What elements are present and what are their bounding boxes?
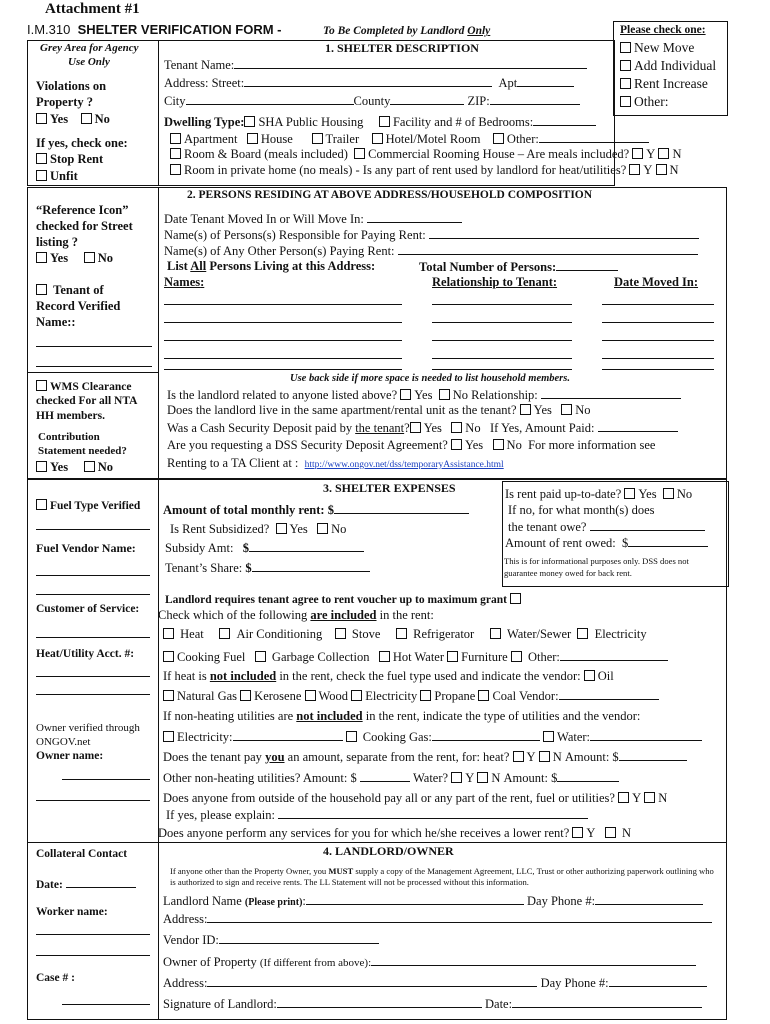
property-label: Property ? [36, 95, 94, 109]
form-code: I.M.310 [27, 22, 71, 37]
city-county-zip-field[interactable]: City County ZIP: [164, 93, 580, 109]
check-other[interactable]: Other: [620, 94, 669, 110]
dwelling-type-row: Dwelling Type: SHA Public Housing Facility and # of Bedrooms: [164, 114, 596, 130]
heat-utility-label: Heat/Utility Acct. #: [36, 648, 135, 660]
signature-field[interactable]: Signature of Landlord: Date: [163, 996, 702, 1012]
checked-street-label: checked for Street [36, 219, 133, 233]
info-note: This is for informational purposes only. DSS does not guarantee money owed for back rent. [504, 556, 689, 578]
violations-label: Violations on [36, 79, 107, 93]
attachment-label: Attachment #1 [45, 1, 140, 17]
vendor-id-field[interactable]: Vendor ID: [163, 932, 379, 948]
owner-name-label: Owner name: [36, 750, 104, 762]
if-yes-label: If yes, check one: [36, 136, 128, 150]
services-row: Does anyone perform any services for you for which he/she receives a lower rent? Y N [158, 826, 631, 840]
collateral-date-field[interactable]: Date: [36, 876, 136, 891]
col-names: Names: [164, 275, 205, 289]
grey-area-label: Grey Area for Agency [40, 42, 139, 54]
tenant-name-field[interactable]: Tenant Name: [164, 57, 587, 73]
listing-label: listing ? [36, 235, 79, 249]
checked-nta-label: checked For all NTA [36, 395, 138, 407]
other-nonheat-row: Other non-heating utilities? Amount: $ Water? Y N Amount: $ [163, 770, 619, 786]
room-private-row: Room in private home (no meals) - Is any part of rent used by landlord for heat/utilities? Y N [170, 163, 679, 178]
hh-members-label: HH members. [36, 410, 105, 422]
check-rent-increase[interactable]: Rent Increase [620, 76, 708, 92]
street-listing-yes-no[interactable]: Yes No [36, 251, 113, 266]
dwelling-options-row: Apartment House Trailer Hotel/Motel Room Other: [170, 131, 649, 147]
wms-clearance-check[interactable]: WMS Clearance [36, 380, 131, 393]
dss-deposit-row: Are you requesting a DSS Security Deposit Agreement? Yes No For more information see [167, 438, 656, 452]
cash-deposit-row: Was a Cash Security Deposit paid by the tenant? Yes No If Yes, Amount Paid: [167, 420, 678, 436]
please-check-title: Please check one: [620, 24, 706, 36]
ongov-label: ONGOV.net [36, 736, 91, 748]
checkbox[interactable] [620, 60, 631, 71]
total-persons-field[interactable]: Total Number of Persons: [419, 259, 618, 275]
rent-paid-row: Is rent paid up-to-date? Yes No [505, 487, 693, 501]
amount-owed-field[interactable]: Amount of rent owed: $ [505, 535, 708, 551]
section2-heading: 2. PERSONS RESIDING AT ABOVE ADDRESS/HOUSEHOLD COMPOSITION [187, 189, 593, 201]
explain-field[interactable]: If yes, please explain: [166, 807, 588, 823]
checkbox[interactable] [620, 96, 631, 107]
responsible-field[interactable]: Name(s) of Persons(s) Responsible for Paying Rent: [164, 227, 699, 243]
record-verified-label: Record Verified [36, 299, 121, 313]
checkbox[interactable] [620, 42, 631, 53]
check-which-label: Check which of the following are included in the rent: [158, 608, 434, 622]
contribution-yes-no[interactable]: Yes No [36, 460, 113, 475]
col-relationship: Relationship to Tenant: [432, 275, 558, 289]
name-label: Name:: [36, 315, 76, 329]
landlord-address-field[interactable]: Address: [163, 911, 712, 927]
subsidized-row: Is Rent Subsidized? Yes No [170, 522, 347, 536]
room-board-row: Room & Board (meals included) Commercial Rooming House – Are meals included? Y N [170, 147, 681, 162]
tenant-share-field[interactable]: Tenant’s Share: $ [165, 560, 370, 576]
other-persons-field[interactable]: Name(s) of Any Other Person(s) Paying Rent: [164, 243, 698, 259]
owner-property-field[interactable]: Owner of Property (If different from above): [163, 954, 696, 970]
section1-heading: 1. SHELTER DESCRIPTION [325, 41, 479, 55]
if-no-month-label: If no, for what month(s) does [508, 503, 655, 517]
included-row-1: Heat Air Conditioning Stove Refrigerator Water/Sewer Electricity [163, 627, 647, 642]
fuel-types-row: Natural Gas Kerosene Wood Electricity Propane Coal Vendor: [163, 688, 659, 704]
list-all-persons: List All Persons Living at this Address: [167, 259, 376, 273]
landlord-name-field[interactable]: Landlord Name (Please print): Day Phone #: [163, 893, 703, 909]
outside-pay-row: Does anyone from outside of the household pay all or any part of the rent, fuel or utilities? Y N [163, 791, 668, 805]
date-moved-field[interactable]: Date Tenant Moved In or Will Move In: [164, 211, 462, 227]
case-number-label: Case # : [36, 972, 75, 984]
section3-heading: 3. SHELTER EXPENSES [323, 481, 456, 495]
address-street-field[interactable]: Address: Street: Apt [164, 75, 574, 91]
tenant-pay-heat-row: Does the tenant pay you an amount, separate from the rent, for: heat? Y N Amount: $ [163, 749, 687, 765]
worker-name-label: Worker name: [36, 906, 108, 918]
form-title: SHELTER VERIFICATION FORM - [77, 22, 282, 37]
unfit-check[interactable]: Unfit [36, 169, 78, 184]
col-date-moved: Date Moved In: [614, 275, 699, 289]
amount-total-field[interactable]: Amount of total monthly rent: $ [163, 502, 469, 518]
check-add-individual[interactable]: Add Individual [620, 58, 716, 74]
stop-rent-check[interactable]: Stop Rent [36, 152, 103, 167]
ref-icon-label: “Reference Icon” [36, 203, 129, 217]
nonheat-vendors-row: Electricity: Cooking Gas: Water: [163, 729, 702, 745]
section4-heading: 4. LANDLORD/OWNER [323, 844, 454, 858]
owner-verified-label: Owner verified through [36, 722, 140, 734]
renting-ta-row: Renting to a TA Client at : http://www.ongov.net/dss/temporaryAssistance.html [167, 456, 504, 470]
nonheat-not-included-row: If non-heating utilities are not included in the rent, indicate the type of utilities and the vendor: [163, 709, 641, 723]
tenant-of-check[interactable]: Tenant of [36, 283, 104, 298]
fuel-vendor-label: Fuel Vendor Name: [36, 541, 136, 555]
landlord-related-row: Is the landlord related to anyone listed above? Yes No Relationship: [167, 387, 681, 403]
form-subtitle: To Be Completed by Landlord Only [323, 25, 491, 37]
form-header [27, 22, 282, 37]
included-row-2: Cooking Fuel Garbage Collection Hot Water Furniture Other: [163, 649, 668, 665]
heat-not-included-row: If heat is not included in the rent, check the fuel type used and indicate the vendor: Oil [163, 669, 614, 683]
use-only-label: Use Only [68, 56, 110, 68]
landlord-live-row: Does the landlord live in the same apartment/rental unit as the tenant? Yes No [167, 403, 591, 417]
use-back-note: Use back side if more space is needed to list household members. [290, 373, 570, 384]
tenant-owe-field[interactable]: the tenant owe? [508, 519, 705, 535]
collateral-contact-label: Collateral Contact [36, 848, 128, 860]
checkbox[interactable] [620, 78, 631, 89]
customer-service-label: Customer of Service: [36, 603, 140, 615]
violations-yes-no[interactable]: Yes No [36, 112, 110, 127]
check-new-move[interactable]: New Move [620, 40, 694, 56]
landlord-requires-row: Landlord requires tenant agree to rent voucher up to maximum grant [165, 593, 524, 606]
statement-needed-label: Statement needed? [38, 445, 127, 457]
owner-address-field[interactable]: Address: Day Phone #: [163, 975, 707, 991]
subsidy-amt-field[interactable]: Subsidy Amt: $ [165, 540, 364, 556]
contribution-label: Contribution [38, 431, 100, 443]
fuel-type-check[interactable]: Fuel Type Verified [36, 499, 140, 512]
dss-link[interactable]: http://www.ongov.net/dss/temporaryAssistance.html [304, 460, 504, 470]
landlord-note: If anyone other than the Property Owner, you MUST supply a copy of the Management Agreement, LLC, Trust or other authorizing paperwork outlining who is authorized to sign and receive rents. The LL Statement will not be processed without this information. [170, 866, 714, 887]
